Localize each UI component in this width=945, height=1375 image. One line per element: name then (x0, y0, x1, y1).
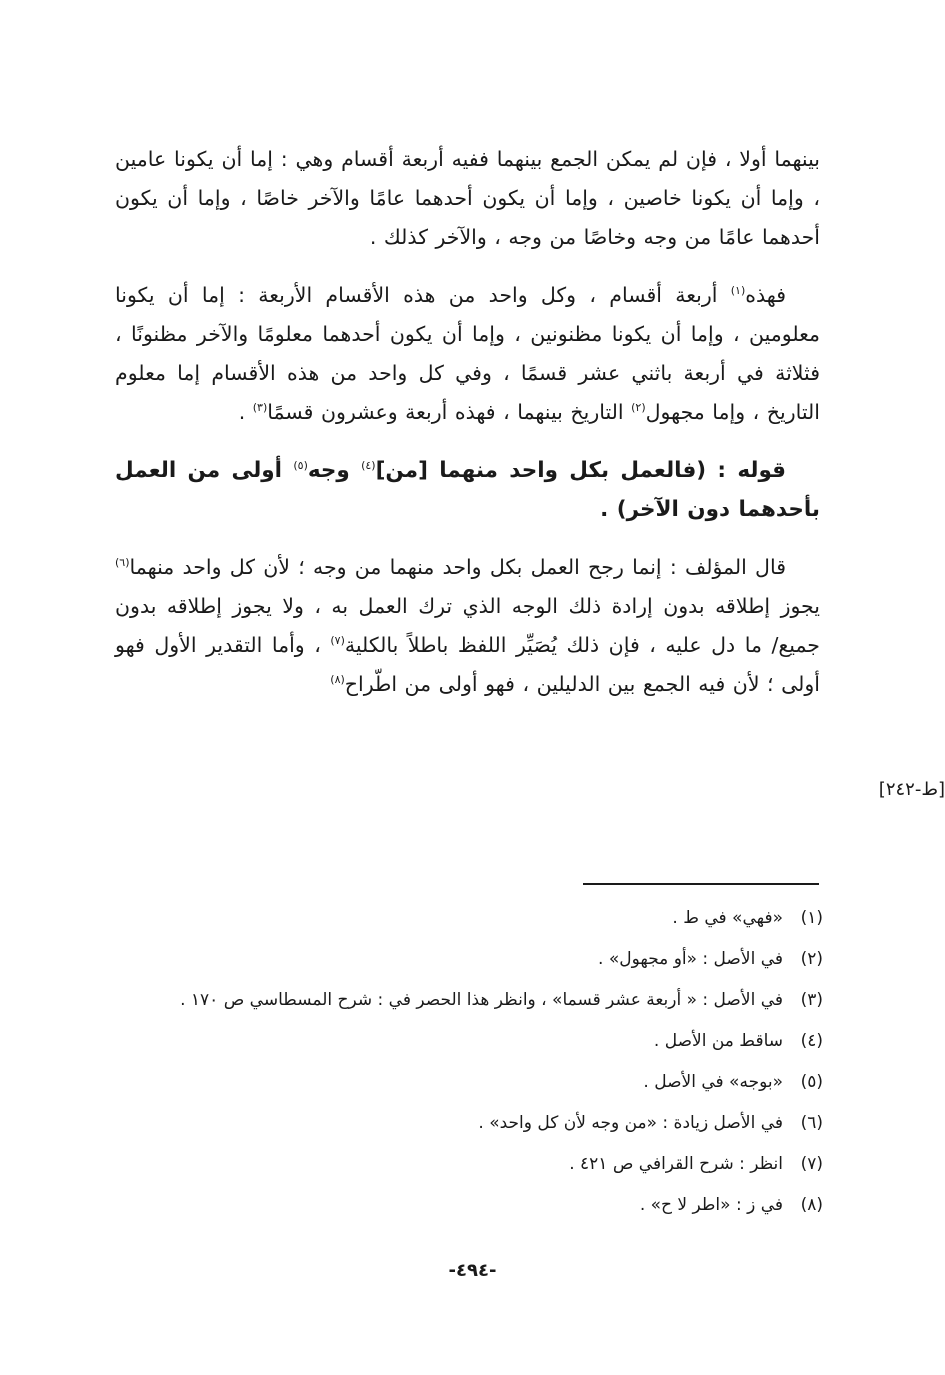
footnote-text: في ز : «اطر لا ح» . (639, 1195, 783, 1215)
paragraph-4-text-a: قال المؤلف : إنما رجح العمل بكل واحد منهما من وجه ؛ لأن كل واحد منهما (129, 555, 786, 579)
main-text (115, 140, 820, 723)
footnote-number: (٤) (800, 1031, 823, 1051)
footnote-ref-5[interactable]: (٥) (293, 458, 308, 472)
footnote-text: في الأصل زيادة : «من وجه لأن كل واحد» . (478, 1113, 783, 1133)
footnote-number: (٧) (800, 1154, 823, 1174)
footnote-ref-8[interactable]: (٨) (330, 673, 345, 687)
footnote-8 (103, 1185, 823, 1226)
footnote-number: (٣) (800, 990, 823, 1010)
footnote-text: في الأصل : « أربعة عشر قسما» ، وانظر هذا الحصر في : شرح المسطاسي ص ١٧٠ . (180, 990, 783, 1010)
footnote-divider (583, 883, 819, 885)
footnote-text: «بوجه» في الأصل . (643, 1072, 783, 1092)
page-number: -٤٩٤- (448, 1260, 497, 1281)
footnotes (103, 898, 823, 1226)
paragraph-4-text-b: يجوز إطلاقه بدون إرادة ذلك الوجه الذي ترك العمل به ، ولا يجوز إطلاقه بدون جميع/ ما دل عليه ، فإن ذلك يُصَيِّر اللفظ باطلاً بالكلية (115, 594, 820, 657)
margin-page-reference: [ط-٢٤٢] (878, 779, 945, 800)
paragraph-2-text-b: أربعة أقسام ، وكل واحد من هذه الأقسام الأربعة : إما أن يكونا معلومين ، وإما أن يكونا مظنونين ، وإما أن يكون أحدهما معلومًا والآخر مظنونًا ، فثلاثة في أربعة باثني عشر قسمًا ، وفي كل واحد من هذه الأقسام إما معلوم التاريخ ، وإما مجهول (115, 283, 820, 424)
footnote-ref-6[interactable]: (٦) (115, 556, 130, 570)
footnote-5 (103, 1062, 823, 1103)
footnote-7 (103, 1144, 823, 1185)
paragraph-3-text-b: وجه (307, 458, 362, 483)
footnote-number: (٥) (800, 1072, 823, 1092)
paragraph-2-text-a: فهذه (745, 283, 786, 307)
paragraph-1-text: بينهما أولا ، فإن لم يمكن الجمع بينهما ففيه أربعة أقسام وهي : إما أن يكونا عامين ، وإما أن يكونا خاصين ، وإما أن يكون أحدهما عامًا والآخر خاصًا ، وإما أن يكون أحدهما عامًا من وجه وخاصًا من وجه ، والآخر كذلك . (115, 147, 820, 249)
footnote-3 (103, 980, 823, 1021)
paragraph-2-text-c: التاريخ بينهما ، فهذه أربعة وعشرون قسمًا (267, 400, 632, 424)
paragraph-3-quoted-statement (115, 451, 820, 529)
footnote-number: (١) (800, 908, 823, 928)
footnote-ref-2[interactable]: (٢) (631, 401, 646, 415)
footnote-1 (103, 898, 823, 939)
paragraph-4-text-c: ، وأما التقدير الأول فهو أولى ؛ لأن فيه الجمع بين الدليلين ، فهو أولى من اطّراح (115, 633, 820, 696)
paragraph-2-text-d: . (238, 400, 253, 424)
footnote-6 (103, 1103, 823, 1144)
footnote-2 (103, 939, 823, 980)
paragraph-1 (115, 140, 820, 257)
footnote-ref-3[interactable]: (٣) (252, 401, 268, 415)
footnote-text: انظر : شرح القرافي ص ٤٢١ . (569, 1154, 783, 1174)
paragraph-2 (115, 276, 820, 432)
footnote-ref-7[interactable]: (٧) (330, 634, 345, 648)
footnote-text: ساقط من الأصل . (653, 1031, 783, 1051)
paragraph-3-text-c: أولى من العمل بأحدهما دون الآخر) . (115, 458, 820, 522)
footnote-ref-1[interactable]: (١) (730, 284, 746, 298)
footnote-text: في الأصل : «أو مجهول» . (598, 949, 783, 969)
paragraph-3-text-a: قوله : (فالعمل بكل واحد منهما [من] (375, 458, 787, 483)
footnote-4 (103, 1021, 823, 1062)
footnote-number: (٨) (800, 1195, 823, 1215)
footnote-ref-4[interactable]: (٤) (361, 458, 376, 472)
paragraph-4 (115, 548, 820, 704)
footnote-number: (٢) (800, 949, 823, 969)
footnote-number: (٦) (800, 1113, 823, 1133)
footnote-text: «فهي» في ط . (672, 908, 783, 928)
